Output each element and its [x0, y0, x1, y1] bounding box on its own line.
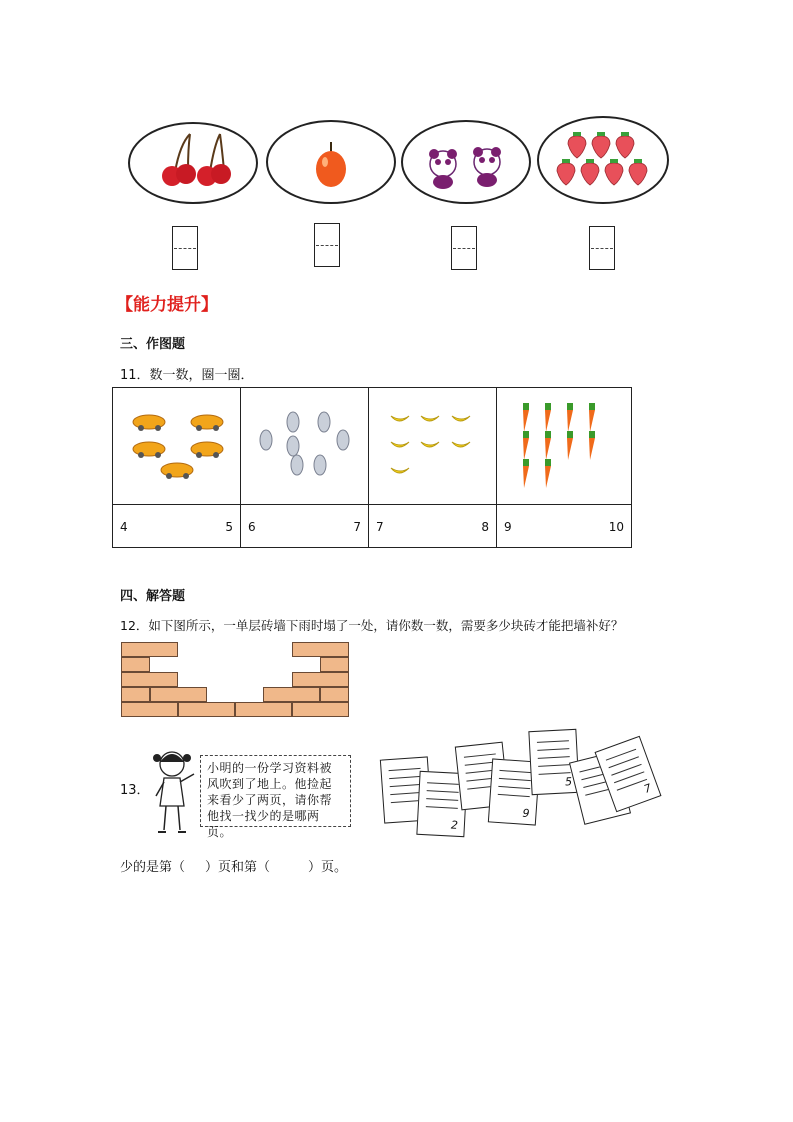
page-number: 2 [450, 818, 459, 832]
counting-table [112, 387, 632, 548]
page-number: 9 [522, 806, 530, 821]
option-right[interactable]: 7 [353, 520, 361, 534]
option-left[interactable]: 7 [376, 520, 384, 534]
cherries-icon [130, 124, 256, 202]
option-left[interactable]: 9 [504, 520, 512, 534]
option-left[interactable]: 6 [248, 520, 256, 534]
option-right[interactable]: 10 [608, 520, 624, 534]
oval-pandas [401, 120, 531, 204]
option-left[interactable]: 4 [120, 520, 128, 534]
oval-apple [266, 120, 396, 204]
carrot-icon [497, 388, 631, 500]
banana-icon [369, 388, 496, 500]
cell-nums-1 [113, 505, 241, 548]
cell-carrots [497, 388, 632, 505]
answer-box-3[interactable] [451, 226, 477, 270]
question-12: 12．如下图所示，一单层砖墙下雨时塌了一处，请你数一数，需要多少块砖才能把墙补好？ [120, 618, 624, 633]
page-number: 7 [642, 781, 654, 796]
cell-bananas [369, 388, 497, 505]
car-icon [113, 388, 240, 500]
apple-icon [268, 122, 394, 202]
section-ability-heading: 【能力提升】 [116, 295, 218, 315]
speech-note: 小明的一份学习资料被风吹到了地上。他捡起来看少了两页，请你帮他找一找少的是哪两页。 [200, 755, 351, 827]
girl-icon [148, 748, 200, 836]
cell-cars [113, 388, 241, 505]
answer-line [120, 856, 347, 875]
strawberry-icon [539, 118, 667, 202]
scattered-pages [378, 728, 660, 840]
section4-title: 四、解答题 [120, 589, 186, 604]
answer-text-b: ）页和第（ [205, 860, 271, 875]
oval-cherries [128, 122, 258, 204]
option-right[interactable]: 8 [481, 520, 489, 534]
panda-icon [403, 122, 529, 202]
brick-wall [121, 642, 349, 718]
question-11: 11．数一数，圈一圈． [120, 368, 254, 383]
cell-nums-4 [497, 505, 632, 548]
answer-text-a: 少的是第（ [120, 860, 186, 875]
answer-box-2[interactable] [314, 223, 340, 267]
option-right[interactable]: 5 [225, 520, 233, 534]
section3-title: 三、作图题 [120, 337, 186, 352]
cell-rabbits [241, 388, 369, 505]
answer-text-c: ）页。 [308, 860, 348, 875]
oval-strawberries [537, 116, 669, 204]
page-number: 5 [564, 775, 573, 789]
answer-box-1[interactable] [172, 226, 198, 270]
answer-box-4[interactable] [589, 226, 615, 270]
rabbit-icon [241, 388, 368, 500]
question-13-number: 13． [120, 783, 150, 798]
cell-nums-3 [369, 505, 497, 548]
cell-nums-2 [241, 505, 369, 548]
